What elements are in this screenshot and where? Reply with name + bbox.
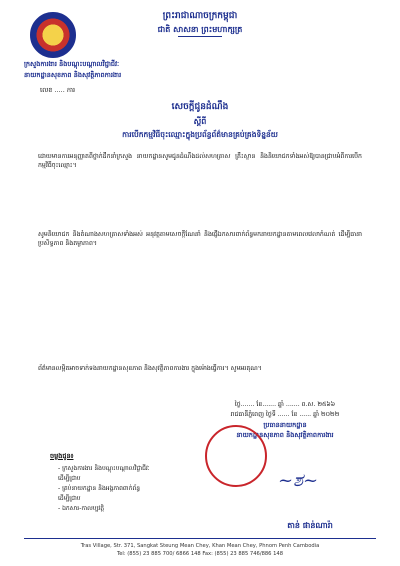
paragraph-2: សូមនិយោជក និងតំណាងសហគ្រាសទាំងអស់ អនុវត្តតាមសេចក្តីណែនាំ និងផ្ញើឯកសារពាក់ព័ន្ធមកនាយកដ្ឋានតាមពេលវេលាកំណត់ ដើម្បីធានាប្រសិទ្ធភាព និងតម្លាភាព។ [38, 231, 362, 247]
kingdom-title: ព្រះរាជាណាចក្រកម្ពុជា [162, 11, 238, 21]
date-lunar: ថ្ងៃ....... ខែ....... ឆ្នាំ ....... ព.ស. ២៥៦៦ [234, 401, 336, 408]
paragraph-3: ព័ត៌មានលម្អិតអាចទាក់ទងនាយកដ្ឋានសុខភាព និងសុវត្ថិភាពការងារ ក្នុងម៉ោងធ្វើការ។ សូមអរគុណ។ [38, 365, 262, 372]
footer-divider [24, 538, 376, 539]
subject-text: ការបើកកម្មវិធីចុះឈ្មោះក្នុងប្រព័ន្ធព័ត៌មានគ្រប់គ្រងទិន្នន័យ [122, 130, 278, 139]
handwritten-signature-icon: ~ಶ~ [278, 470, 319, 491]
list-item: - ក្រសួងការងារ និងបណ្តុះបណ្តាលវិជ្ជាជីវៈ [58, 465, 150, 472]
document-title: សេចក្តីជូនដំណឹង [171, 102, 229, 112]
list-item: ដើម្បីជ្រាប [58, 475, 81, 482]
list-item: - គ្រប់នាយកដ្ឋាន និងអង្គភាពពាក់ព័ន្ធ [58, 485, 141, 492]
motto-divider [178, 36, 222, 37]
motto: ជាតិ សាសនា ព្រះមហាក្សត្រ [157, 25, 243, 34]
subject-label: ស្តីពី [193, 117, 207, 126]
paragraph-1: ដោយមានការអនុញ្ញាតពីថ្នាក់ដឹកនាំក្រសួង នាយកដ្ឋានសូមជូនដំណឹងដល់សហគ្រាស គ្រឹះស្ថាន និងនិយោជកទាំងអស់ឱ្យបានជ្រាបអំពីការបើកកម្មវិធីចុះឈ្មោះ។ [38, 153, 362, 169]
recipients-label: ចម្លងជូន៖ [50, 452, 74, 460]
reference-number: លេខ ..... ការ [40, 86, 76, 94]
date-solar: រាជធានីភ្នំពេញ ថ្ងៃទី ...... ខែ ...... ឆ្នាំ ២០២២ [230, 411, 340, 418]
recipients-list [58, 464, 188, 514]
footer [0, 542, 400, 558]
signatory-title: ប្រធាននាយកដ្ឋាន [263, 421, 307, 429]
footer-phone: Tel: (855) 23 885 700/ 6866 148 Fax: (855) 23 885 746/886 148 [116, 551, 284, 557]
official-seal-icon [205, 425, 267, 487]
ministry-emblem-icon [30, 12, 76, 58]
footer-address: Tras Village, Str. 371, Sangkat Steung Mean Chey, Khan Mean Chey, Phnom Penh Cambodia [80, 543, 320, 549]
signatory-name: តាន់ ផាន់ណារ៉ា [287, 521, 333, 530]
list-item: ដើម្បីជ្រាប [58, 495, 81, 502]
department-name: នាយកដ្ឋានសុខភាព និងសុវត្ថិភាពការងារ [24, 71, 122, 79]
ministry-name: ក្រសួងការងារ និងបណ្តុះបណ្តាលវិជ្ជាជីវៈ [24, 60, 120, 68]
list-item: - ឯកសារ-កាលប្បវត្តិ [58, 505, 105, 512]
signatory-department: នាយកដ្ឋានសុខភាព និងសុវត្ថិភាពការងារ [236, 431, 334, 439]
